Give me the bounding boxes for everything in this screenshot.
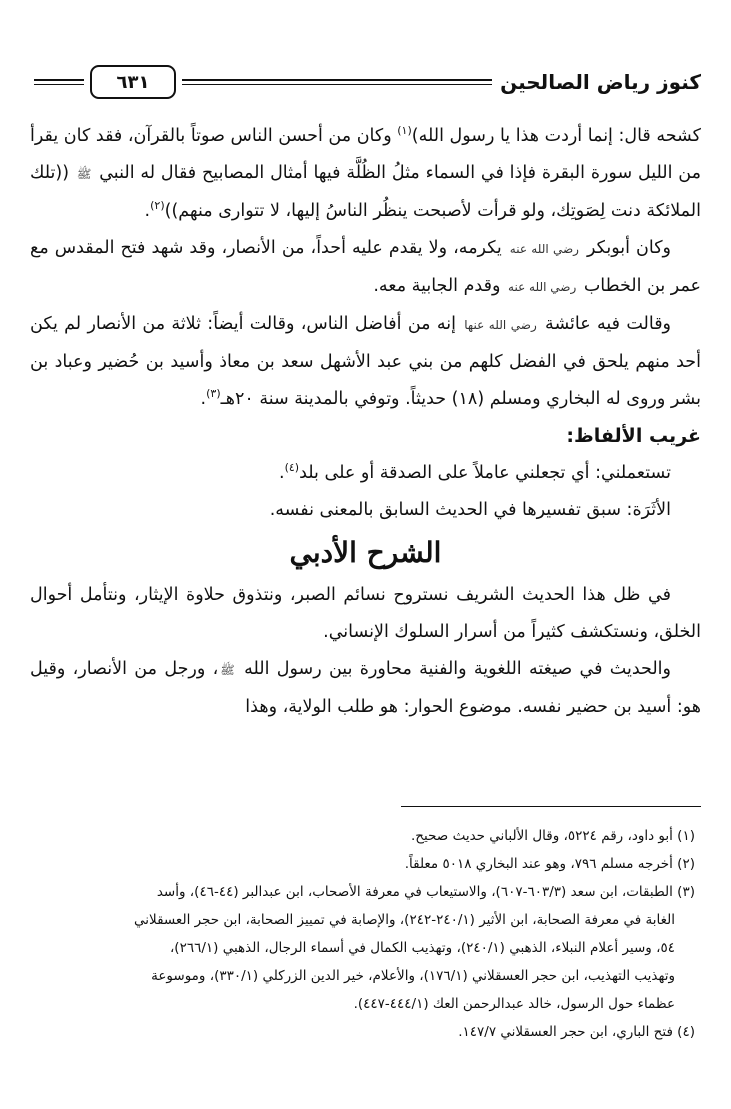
main-text — [30, 118, 701, 726]
footnote-3-line: الغابة في معرفة الصحابة، ابن الأثير (٢٤٠/١-٢٤٢)، والإصابة في تمييز الصحابة، ابن حجر العسقلاني — [134, 912, 675, 928]
header-rule — [182, 79, 492, 85]
paragraph-2: وكان أبوبكر رضي الله عنه يكرمه، ولا يقدم عليه أحداً، من الأنصار، وقد شهد فتح المقدس مع عمر بن الخطاب رضي الله عنه وقدم الجابية معه. — [30, 238, 701, 296]
footnote-ref-2: (٢) — [150, 199, 165, 213]
paragraph-4: في ظل هذا الحديث الشريف نستروح نسائم الصبر، ونتذوق حلاوة الإيثار، ونتأمل أحوال الخلق، ونستكشف كثيراً من أسرار السلوك الإنساني. — [30, 585, 701, 642]
footnote-3: (٣) الطبقات، ابن سعد (٦٠٣/٣-٦٠٧)، والاستيعاب في معرفة الأصحاب، ابن عبدالبر (٤٤-٤٦)، وأسد — [156, 884, 695, 900]
footnote-ref-4: (٤) — [284, 461, 300, 475]
footnote-2: (٢) أخرجه مسلم ٧٩٦، وهو عند البخاري ٥٠١٨ معلقاً. — [404, 856, 695, 872]
footnote-4: (٤) فتح الباري، ابن حجر العسقلاني ١٤٧/٧. — [458, 1024, 695, 1040]
footnote-3-line: عظماء حول الرسول، خالد عبدالرحمن العك (٤٤٤/١-٤٤٧). — [353, 996, 675, 1012]
running-header — [34, 64, 701, 100]
book-title: كنوز رياض الصالحين — [500, 70, 701, 94]
footnote-ref-1: (١) — [397, 124, 412, 138]
glossary-heading: غريب الألفاظ: — [566, 425, 701, 447]
glossary-entry: تستعملني: أي تجعلني عاملاً على الصدقة أو على بلد$^{(٤)}$. — [278, 461, 671, 483]
footnote-3-line: وتهذيب التهذيب، ابن حجر العسقلاني (١٧٦/١)، والأعلام، خير الدين الزركلي (٣٣٠/١)، وموسوعة — [151, 968, 675, 984]
honorific-glyph: ﷺ — [220, 663, 235, 677]
glossary-entry: الأثَرَة: سبق تفسيرها في الحديث السابق بالمعنى نفسه. — [269, 500, 671, 520]
footnote-separator — [401, 806, 701, 807]
footnotes — [30, 822, 695, 1046]
paragraph-5: والحديث في صيغته اللغوية والفنية محاورة بين رسول الله ﷺ، ورجل من الأنصار، وقيل هو: أسيد بن حضير نفسه. موضوع الحوار: هو طلب الولاية، وهذا — [30, 659, 701, 717]
honorific-glyph: رضي الله عنها — [464, 318, 537, 332]
header-rule-short — [34, 79, 84, 85]
paragraph-3: وقالت فيه عائشة رضي الله عنها إنه من أفاضل الناس، وقالت أيضاً: ثلاثة من الأنصار لم يكن أحد منهم يلحق في الفضل كلهم من بني عبد الأشهل سعد بن معاذ وأسيد بن حُضير وعباد بن بشر وروى له البخاري ومسلم (١٨) حديثاً. وتوفي بالمدينة سنة ٢٠هـ$^{(٣)}$. — [30, 314, 701, 409]
honorific-glyph: ﷺ — [76, 167, 92, 181]
paragraph-1: كشحه قال: إنما أردت هذا يا رسول الله)$^{(١)}$ وكان من أحسن الناس صوتاً بالقرآن، فقد كان يقرأ من الليل سورة البقرة فإذا في السماء مثلُ الظُلَّة فيها أمثال المصابيح فقال له النبي ﷺ ((تلك الملائكة دنت لِصَوتِك، ولو قرأت لأصبحت ينظُر الناسُ إليها، لا تتوارى منهم))$^{(٢)}$. — [30, 124, 701, 221]
honorific-glyph: رضي الله عنه — [509, 242, 579, 256]
honorific-glyph: رضي الله عنه — [508, 280, 577, 294]
footnote-1: (١) أبو داود، رقم ٥٢٢٤، وقال الألباني حديث صحيح. — [411, 828, 695, 844]
page-number: ٦٣١ — [90, 65, 176, 99]
footnote-ref-3: (٣) — [206, 387, 221, 401]
footnote-3-line: ٥٤، وسير أعلام النبلاء، الذهبي (٢٤٠/١)، وتهذيب الكمال في أسماء الرجال، الذهبي (٢٦٦/١)، — [169, 940, 675, 956]
section-title: الشرح الأدبي — [289, 536, 442, 569]
